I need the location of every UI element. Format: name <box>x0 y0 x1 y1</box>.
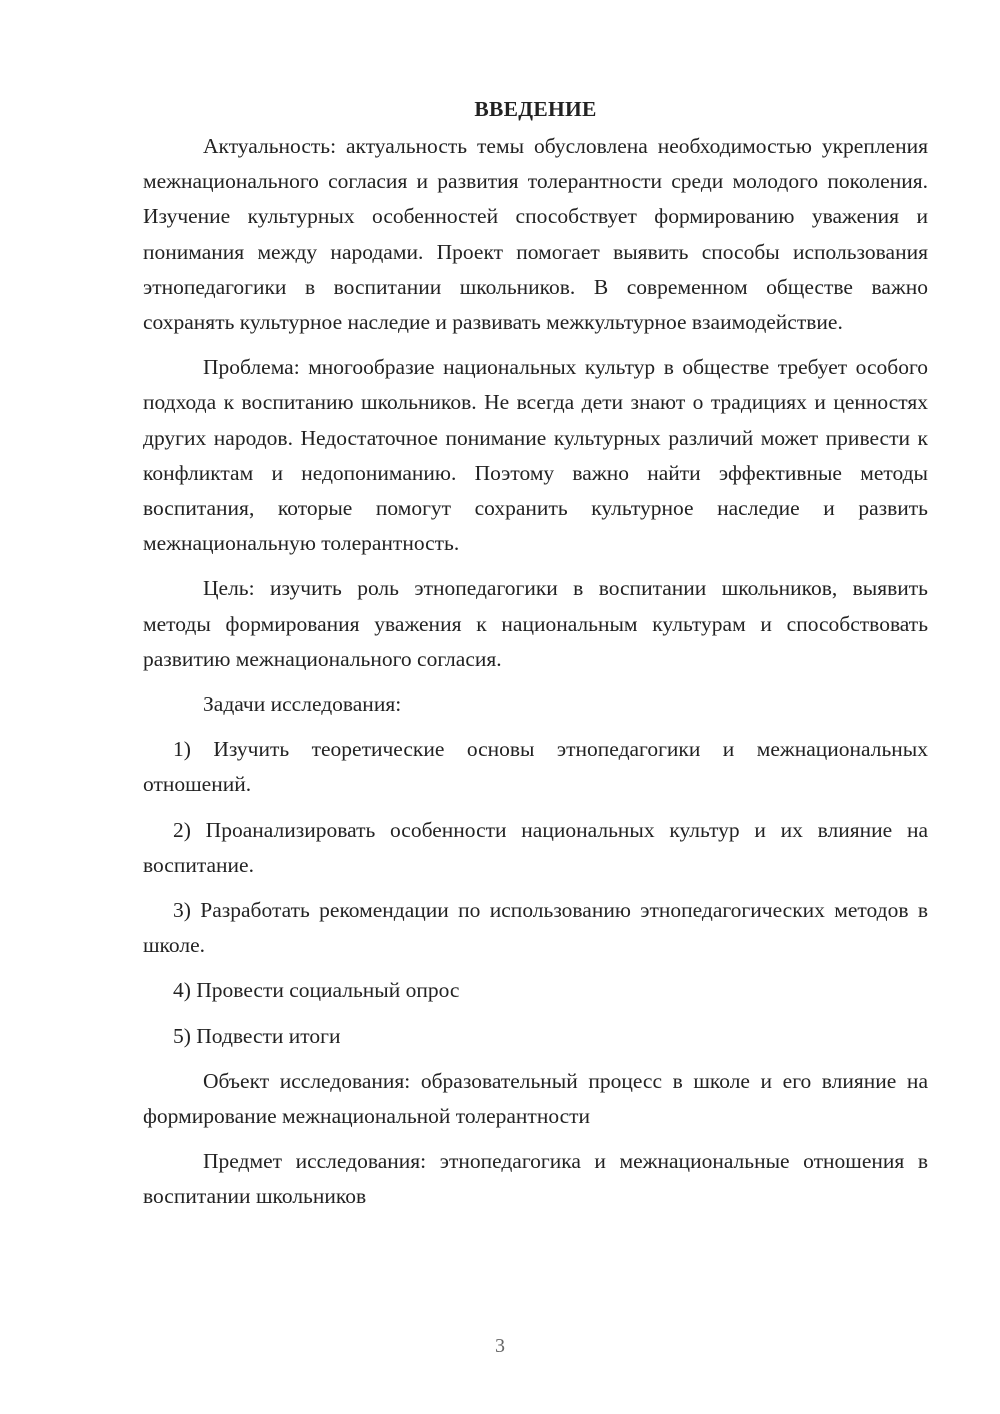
tasks-heading: Задачи исследования: <box>203 692 402 717</box>
page-content <box>143 92 928 1215</box>
task-item-2: 2) Проанализировать особенности национальных культур и их влияние на воспитание. <box>143 817 928 877</box>
paragraph-object: Объект исследования: образовательный процесс в школе и его влияние на формирование межнациональной толерантности <box>143 1068 928 1129</box>
paragraph-subject: Предмет исследования: этнопедагогика и межнациональные отношения в воспитании школьников <box>143 1149 928 1209</box>
paragraph-goal: Цель: изучить роль этнопедагогики в воспитании школьников, выявить методы формирования уважения к национальным культурам и способствовать развитию межнационального согласия. <box>143 576 928 671</box>
task-item-3: 3) Разработать рекомендации по использованию этнопедагогических методов в школе. <box>143 898 928 958</box>
page-number: 3 <box>495 1335 505 1357</box>
task-item-1: 1) Изучить теоретические основы этнопедагогики и межнациональных отношений. <box>143 737 928 797</box>
page-title: ВВЕДЕНИЕ <box>474 97 597 121</box>
paragraph-problem: Проблема: многообразие национальных культур в обществе требует особого подхода к воспитанию школьников. Не всегда дети знают о традициях и ценностях других народов. Недостаточное понимание культурных различий может привести к конфликтам и недопониманию. Поэтому важно найти эффективные методы воспитания, которые помогут сохранить культурное наследие и развить межнациональную толерантность. <box>143 355 928 556</box>
task-item-5: 5) Подвести итоги <box>173 1023 341 1048</box>
paragraph-relevance: Актуальность: актуальность темы обусловлена необходимостью укрепления межнационального согласия и развития толерантности среди молодого поколения. Изучение культурных особенностей способствует формированию уважения и понимания между народами. Проект помогает выявить способы использования этнопедагогики в воспитании школьников. В современном обществе важно сохранять культурное наследие и развивать межкультурное взаимодействие. <box>143 134 928 335</box>
task-item-4: 4) Провести социальный опрос <box>173 978 460 1003</box>
